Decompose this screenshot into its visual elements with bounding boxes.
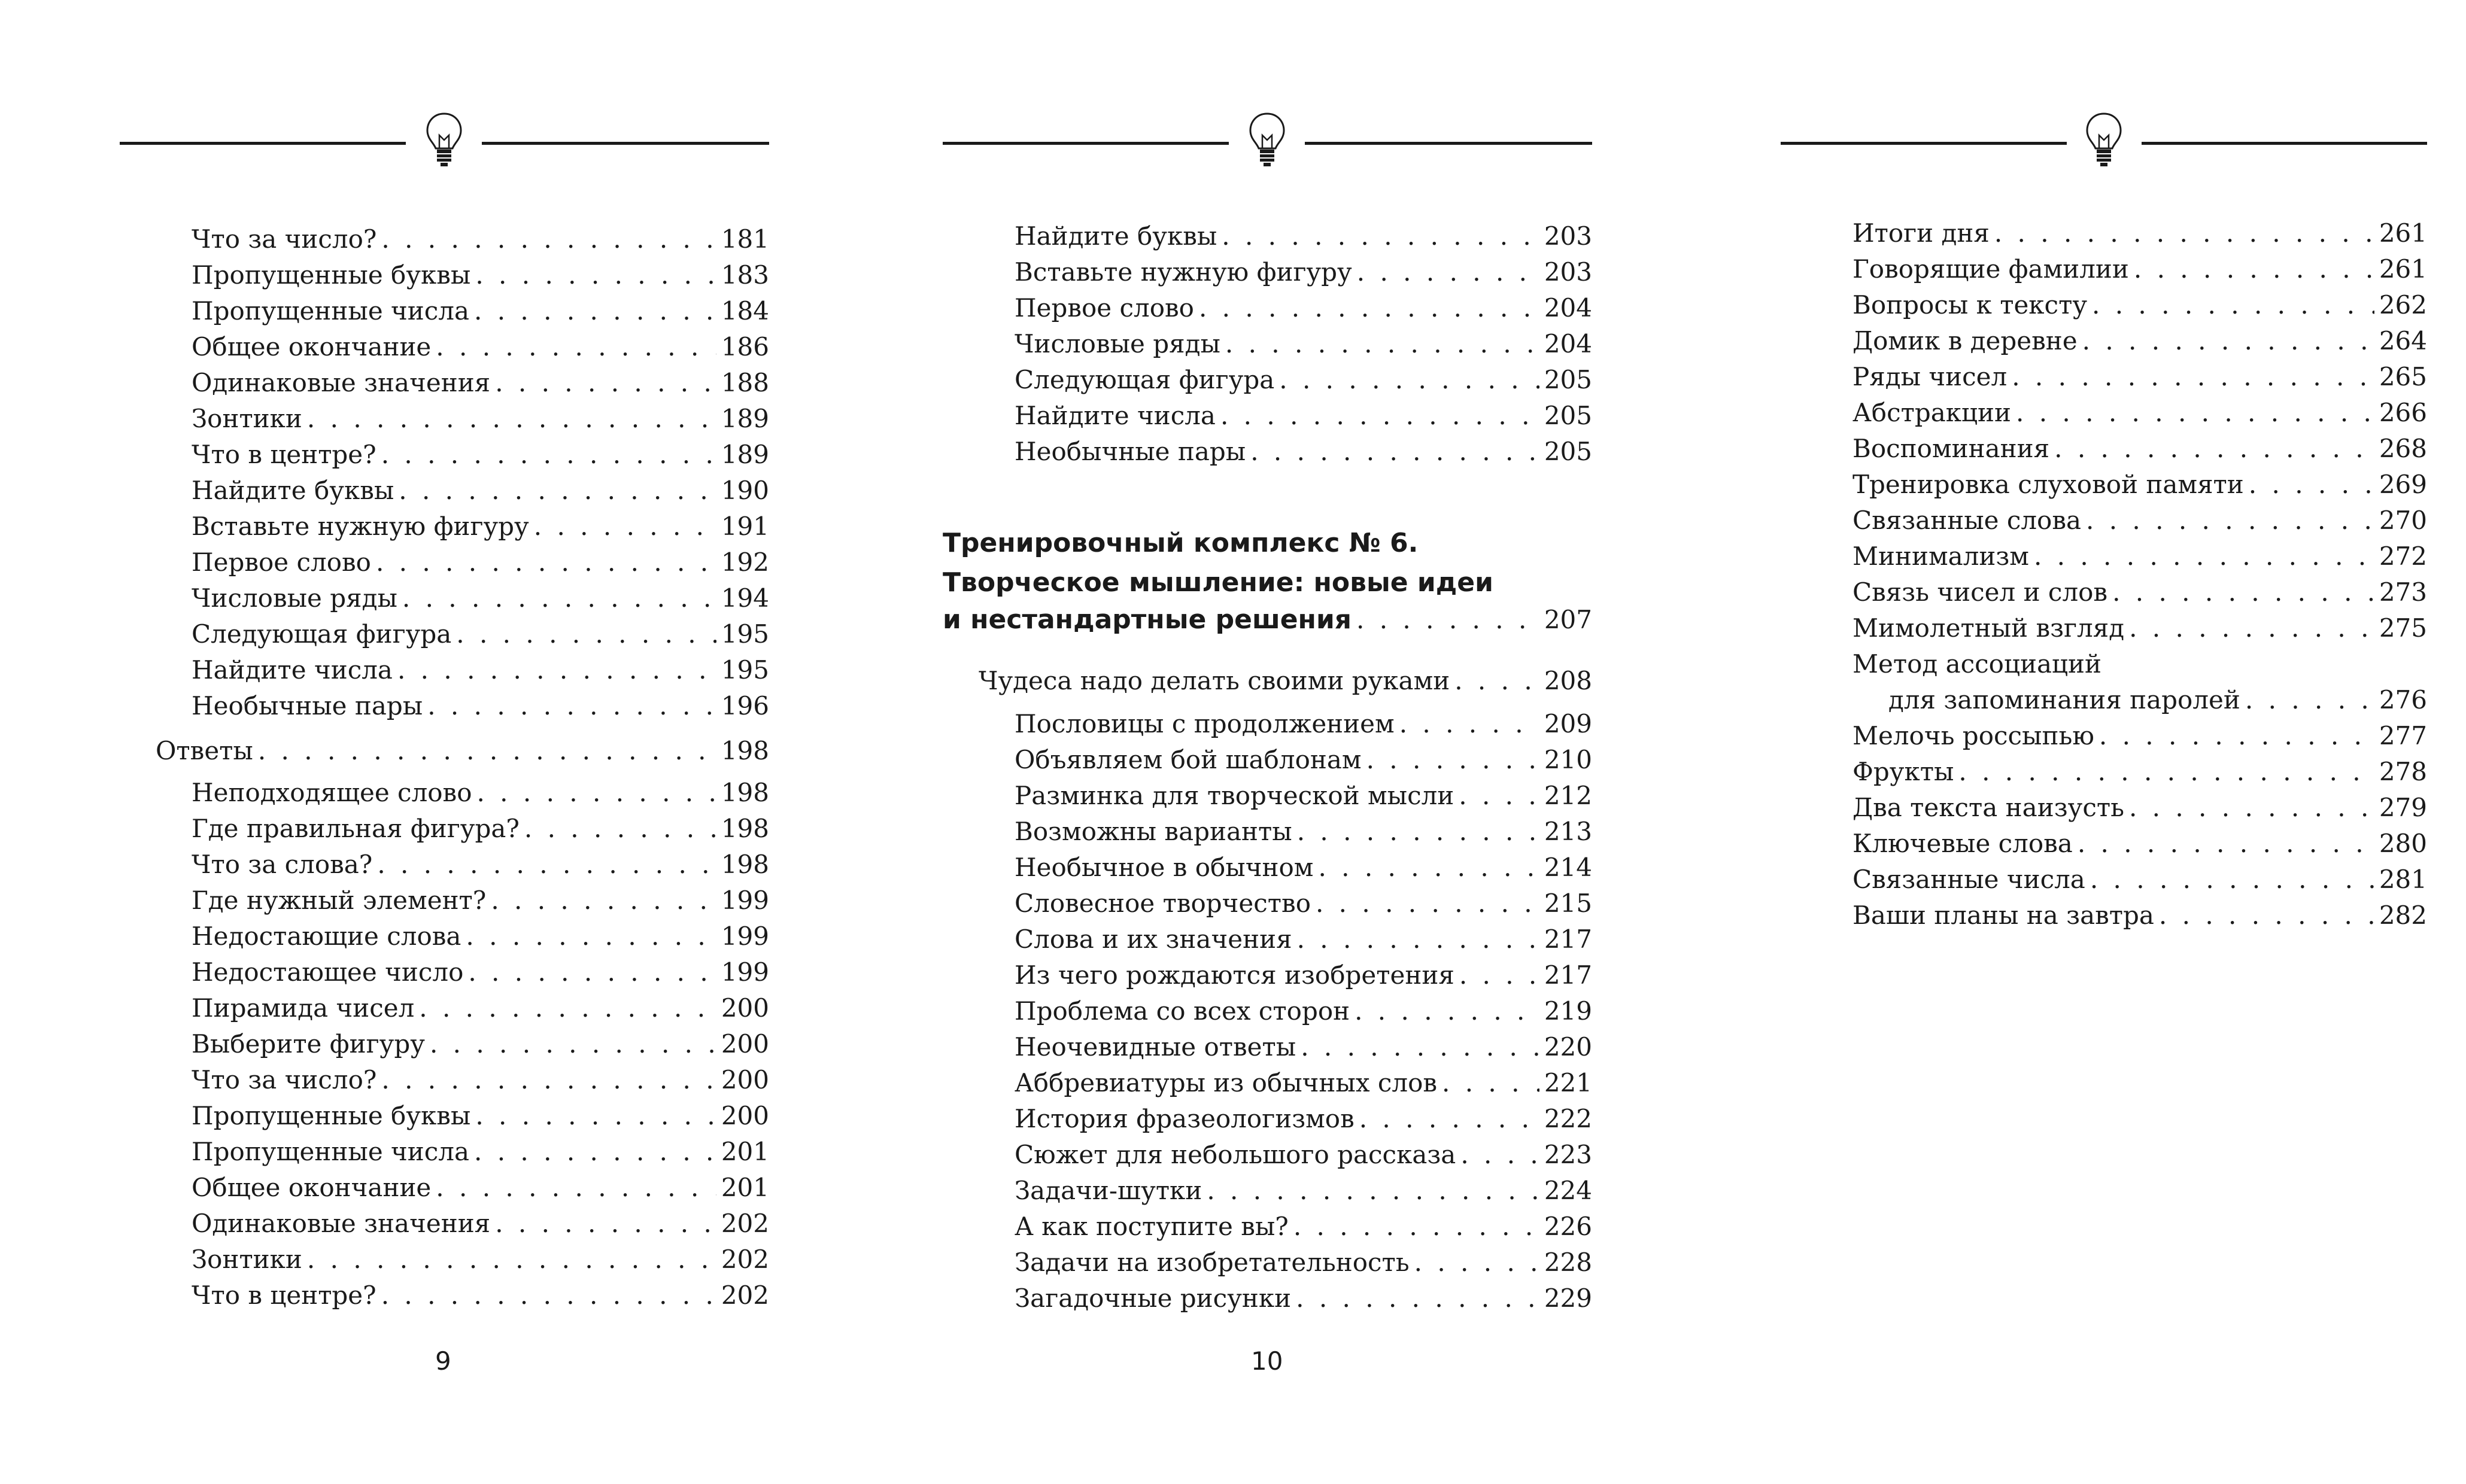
page-number: 10 [1251,1346,1283,1376]
toc-entry[interactable]: Общее окончание . . . 201 [192,1170,769,1206]
toc-entry[interactable]: А как поступите вы? . . . 226 [1015,1209,1592,1245]
toc-entry-section[interactable]: и нестандартные решения . . . 207 [943,602,1592,638]
toc-entry[interactable]: Одинаковые значения . . . 188 [192,365,769,401]
toc-entry[interactable]: Задачи-шутки . . . 224 [1015,1173,1592,1209]
toc-entry[interactable]: Пропущенные числа . . . 201 [192,1134,769,1170]
header-rule-left [1781,142,2067,145]
lightbulb-icon [2082,109,2125,171]
toc-entry[interactable]: Домик в деревне . . . 264 [1852,323,2427,359]
toc-entry[interactable]: Неподходящее слово . . . 198 [192,775,769,811]
toc-entry[interactable]: Вопросы к тексту . . . 262 [1852,287,2427,323]
page-header [1781,108,2427,180]
toc-entry[interactable]: Найдите числа . . . 195 [192,652,769,688]
toc-entry[interactable]: Числовые ряды . . . 204 [1015,326,1592,362]
toc-entry[interactable]: Абстракции . . . 266 [1852,395,2427,431]
toc-entry[interactable]: Ряды чисел . . . 265 [1852,359,2427,395]
toc-entry[interactable]: Ключевые слова . . . 280 [1852,826,2427,862]
toc-entry[interactable]: Связанные слова . . . 270 [1852,503,2427,539]
toc-entry[interactable]: Вставьте нужную фигуру . . . 203 [1015,254,1592,290]
page-left [120,0,769,1484]
page-middle [943,0,1592,1484]
toc-entry[interactable]: Неочевидные ответы . . . 220 [1015,1029,1592,1065]
toc-entry[interactable]: Пирамида чисел . . . 200 [192,990,769,1026]
toc-entry-answers[interactable]: Ответы . . . 198 [156,733,769,769]
toc-entry[interactable]: Разминка для творческой мысли . . . 212 [1015,778,1592,814]
toc-entry[interactable]: Что за число? . . . 181 [192,221,769,257]
toc-entry[interactable]: Необычные пары . . . 196 [192,688,769,724]
page-header [120,108,769,180]
toc-entry[interactable]: Мимолетный взгляд . . . 275 [1852,610,2427,646]
toc-entry[interactable]: Ваши планы на завтра . . . 282 [1852,898,2427,933]
toc-entry[interactable]: Аббревиатуры из обычных слов . . . 221 [1015,1065,1592,1101]
toc-entry[interactable]: Общее окончание . . . 186 [192,329,769,365]
toc-entry[interactable]: Что за число? . . . 200 [192,1062,769,1098]
toc-entry[interactable]: Зонтики . . . 202 [192,1242,769,1278]
toc-entry[interactable]: Вставьте нужную фигуру . . . 191 [192,509,769,545]
toc-entry[interactable]: Что в центре? . . . 202 [192,1278,769,1313]
toc-entry[interactable]: Два текста наизусть . . . 279 [1852,790,2427,826]
header-rule-right [482,142,769,145]
toc-entry[interactable]: Зонтики . . . 189 [192,401,769,437]
toc-entry[interactable]: Итоги дня . . . 261 [1852,215,2427,251]
toc-entry[interactable]: Слова и их значения . . . 217 [1015,922,1592,957]
toc-entry[interactable]: Выберите фигуру . . . 200 [192,1026,769,1062]
toc-entry-chapter[interactable]: Чудеса надо делать своими руками . . . 208 [979,663,1592,699]
toc-entry[interactable]: Найдите числа . . . 205 [1015,398,1592,434]
toc-entry[interactable]: Задачи на изобретательность . . . 228 [1015,1245,1592,1281]
page-header [943,108,1592,180]
toc-entry[interactable]: Тренировка слуховой памяти . . . 269 [1852,467,2427,503]
header-rule-right [2142,142,2427,145]
page-number: 9 [435,1346,451,1376]
toc-entry[interactable]: Что за слова? . . . 198 [192,847,769,883]
toc-entry[interactable]: История фразеологизмов . . . 222 [1015,1101,1592,1137]
lightbulb-icon [1246,109,1289,171]
toc-entry[interactable]: Следующая фигура . . . 205 [1015,362,1592,398]
header-rule-right [1305,142,1592,145]
toc-entry[interactable]: Где правильная фигура? . . . 198 [192,811,769,847]
toc-entry[interactable]: Найдите буквы . . . 203 [1015,218,1592,254]
toc-entry[interactable]: Необычные пары . . . 205 [1015,434,1592,470]
toc-entry[interactable]: Связанные числа . . . 281 [1852,862,2427,898]
toc-entry[interactable]: Числовые ряды . . . 194 [192,580,769,616]
header-rule-left [943,142,1229,145]
toc-entry[interactable]: Возможны варианты . . . 213 [1015,814,1592,850]
lightbulb-icon [423,109,466,171]
toc-entry[interactable]: Пропущенные буквы . . . 200 [192,1098,769,1134]
toc-entry[interactable]: Словесное творчество . . . 215 [1015,886,1592,922]
toc-entry[interactable]: Что в центре? . . . 189 [192,437,769,473]
toc-entry[interactable]: Первое слово . . . 192 [192,545,769,580]
toc-entry[interactable]: Необычное в обычном . . . 214 [1015,850,1592,886]
section-heading-line-1: Тренировочный комплекс № 6. [943,528,1419,558]
toc-entry-multiline-second[interactable]: для запоминания паролей . . . 276 [1888,682,2427,718]
toc-entry[interactable]: Объявляем бой шаблонам . . . 210 [1015,742,1592,778]
toc-entry[interactable]: Пословицы с продолжением . . . 209 [1015,706,1592,742]
toc-entry[interactable]: Из чего рождаются изобретения . . . 217 [1015,957,1592,993]
toc-entry[interactable]: Связь чисел и слов . . . 273 [1852,574,2427,610]
toc-entry[interactable]: Где нужный элемент? . . . 199 [192,883,769,919]
toc-entry[interactable]: Первое слово . . . 204 [1015,290,1592,326]
header-rule-left [120,142,406,145]
toc-entry[interactable]: Недостающее число . . . 199 [192,954,769,990]
toc-entry[interactable]: Найдите буквы . . . 190 [192,473,769,509]
toc-entry[interactable]: Загадочные рисунки . . . 229 [1015,1281,1592,1316]
toc-entry[interactable]: Говорящие фамилии . . . 261 [1852,251,2427,287]
toc-entry[interactable]: Воспоминания . . . 268 [1852,431,2427,467]
toc-entry[interactable]: Проблема со всех сторон . . . 219 [1015,993,1592,1029]
toc-entry[interactable]: Недостающие слова . . . 199 [192,919,769,954]
page-right [1781,0,2427,1484]
toc-entry[interactable]: Пропущенные буквы . . . 183 [192,257,769,293]
toc-entry[interactable]: Мелочь россыпью . . . 277 [1852,718,2427,754]
toc-entry[interactable]: Минимализм . . . 272 [1852,539,2427,574]
toc-entry-multiline-first[interactable]: Метод ассоциаций [1852,649,2102,679]
toc-entry[interactable]: Фрукты . . . 278 [1852,754,2427,790]
toc-entry[interactable]: Сюжет для небольшого рассказа . . . 223 [1015,1137,1592,1173]
toc-entry[interactable]: Пропущенные числа . . . 184 [192,293,769,329]
toc-entry[interactable]: Одинаковые значения . . . 202 [192,1206,769,1242]
toc-entry[interactable]: Следующая фигура . . . 195 [192,616,769,652]
section-heading-line-2: Творческое мышление: новые идеи [943,567,1493,598]
